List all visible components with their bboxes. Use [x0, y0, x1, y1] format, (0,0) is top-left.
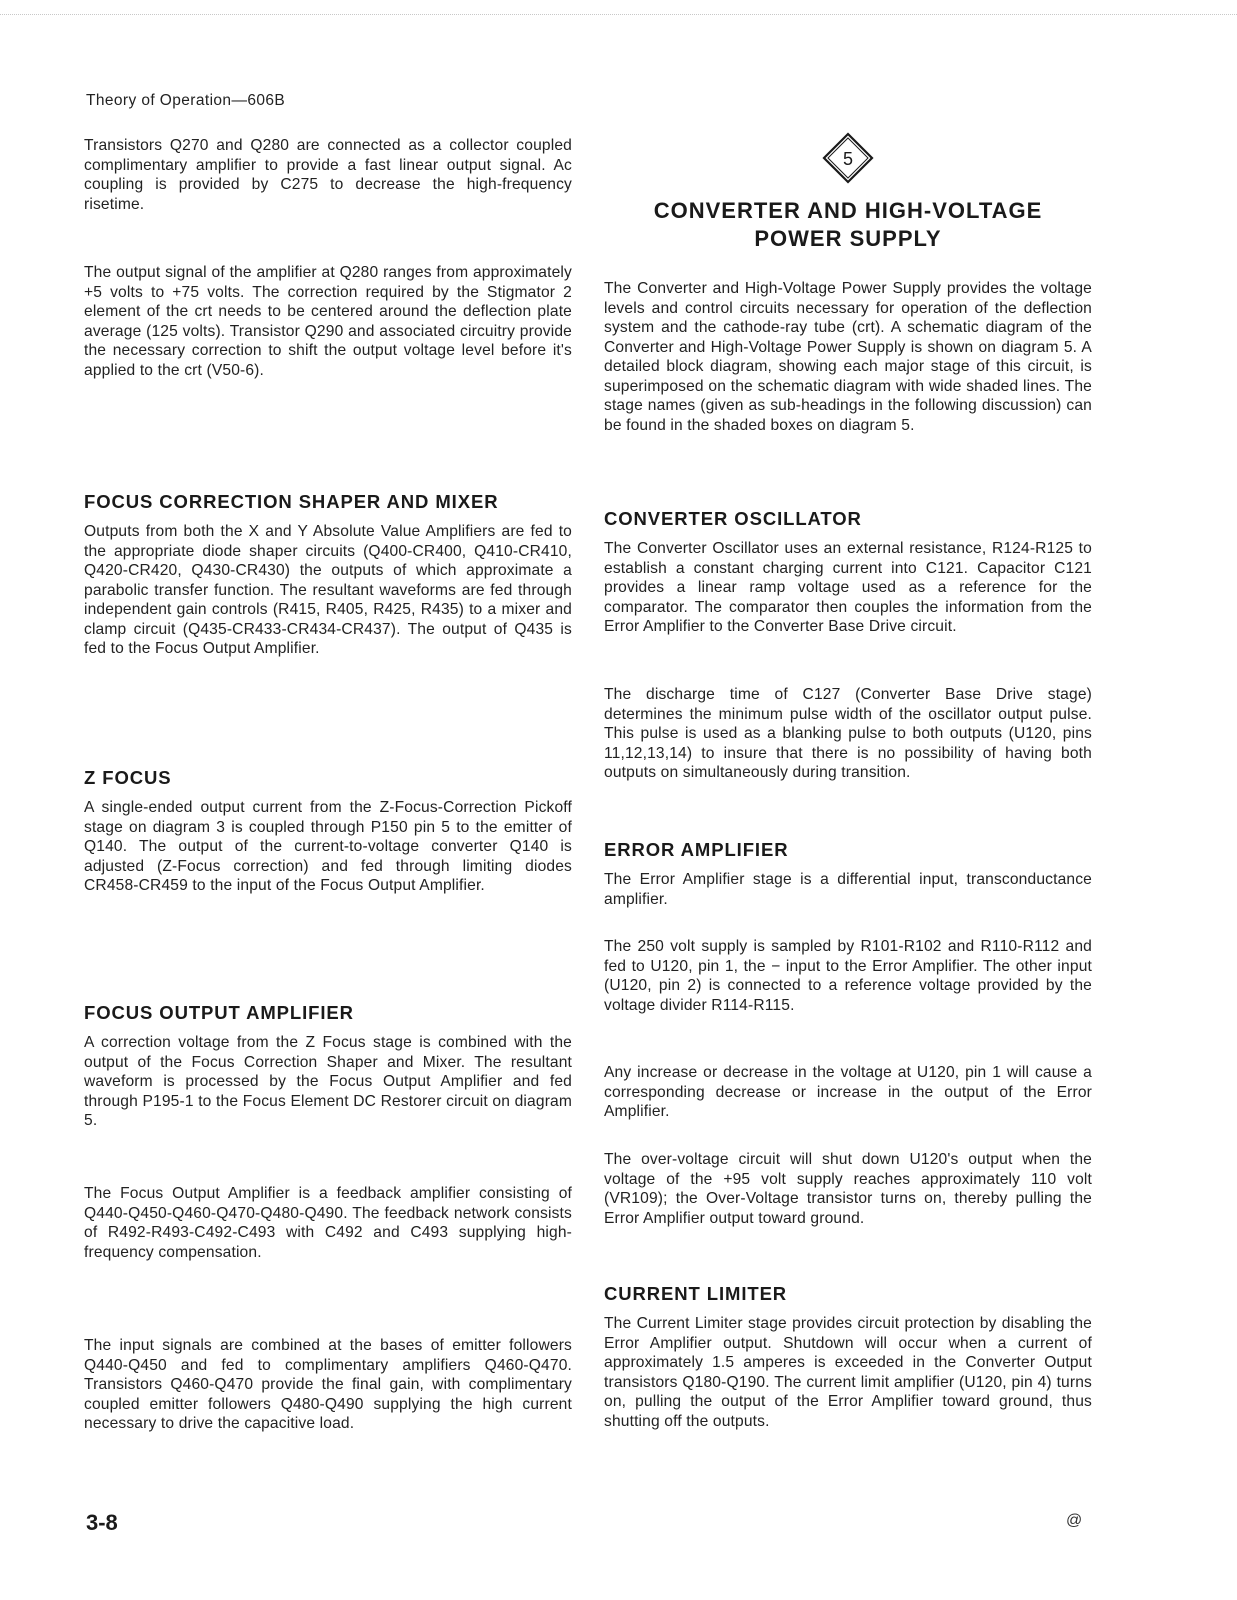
section-focus-output-amplifier	[84, 1002, 572, 1131]
running-head: Theory of Operation—606B	[86, 92, 286, 109]
paragraph-block	[604, 685, 1092, 783]
scan-edge-dotted-line	[0, 14, 1237, 15]
paragraph: The Converter and High-Voltage Power Supply provides the voltage levels and control circuits necessary for operation of the deflection system and the cathode-ray tube (crt). A schematic diagram of the Converter and High-Voltage Power Supply is shown on diagram 5. A detailed block diagram, showing each major stage of this circuit, is superimposed on the schematic diagram with wide shaded lines. The stage names (given as sub-headings in the following discussion) can be found in the shaded boxes on diagram 5.	[604, 280, 1092, 434]
paragraph: The input signals are combined at the bases of emitter followers Q440-Q450 and fed to complimentary amplifiers Q460-Q470. Transistors Q460-Q470 provide the final gain, with complimentary coupled emitter followers Q480-Q490 supplying the high current necessary to drive the capacitive load.	[84, 1337, 572, 1432]
section-heading: FOCUS OUTPUT AMPLIFIER	[84, 1002, 354, 1023]
section-error-amplifier	[604, 839, 1092, 909]
diagram-badge	[604, 128, 1092, 190]
title-line-1: CONVERTER AND HIGH-VOLTAGE	[653, 198, 1043, 223]
page-number: 3-8	[86, 1510, 118, 1535]
paragraph: The Current Limiter stage provides circuit protection by disabling the Error Amplifier output. Shutdown will occur when a current of approximately 1.5 amperes is exceeded in the Converter Output transistors Q180-Q190. The current limit amplifier (U120, pin 4) turns on, pulling the output of the Error Amplifier toward ground, thus shutting off the outputs.	[604, 1315, 1092, 1430]
section-heading: CONVERTER OSCILLATOR	[604, 508, 862, 529]
paragraph-block	[84, 1336, 572, 1434]
paragraph: Transistors Q270 and Q280 are connected as a collector coupled complimentary amplifier to provide a fast linear output signal. Ac coupling is provided by C275 to decrease the high-frequency risetime.	[84, 137, 572, 213]
section-heading: ERROR AMPLIFIER	[604, 839, 789, 860]
paragraph: The Converter Oscillator uses an external resistance, R124-R125 to establish a constant charging current into C121. Capacitor C121 provides a linear ramp voltage used as a reference for the comparator. The comparator then couples the information from the Error Amplifier to the Converter Base Drive circuit.	[604, 540, 1092, 635]
paragraph: The over-voltage circuit will shut down U120's output when the voltage of the +95 volt supply reaches approximately 110 volt (VR109); the Over-Voltage transistor turns on, thereby pulling the Error Amplifier output toward ground.	[604, 1151, 1092, 1227]
paragraph: A single-ended output current from the Z-Focus-Correction Pickoff stage on diagram 3 is coupled through P150 pin 5 to the emitter of Q140. The output of the current-to-voltage converter Q140 is adjusted (Z-Focus correction) and fed through limiting diodes CR458-CR459 to the input of the Focus Output Amplifier.	[84, 799, 572, 894]
chapter-title	[604, 197, 1092, 253]
section-heading: Z FOCUS	[84, 767, 172, 788]
copyright-mark: @	[1066, 1512, 1083, 1529]
section-heading: FOCUS CORRECTION SHAPER AND MIXER	[84, 491, 499, 512]
intro-paragraph	[604, 279, 1092, 435]
paragraph: The Focus Output Amplifier is a feedback amplifier consisting of Q440-Q450-Q460-Q470-Q480-Q490. The feedback network consists of R492-R493-C492-C493 with C492 and C493 supplying high-frequency compensation.	[84, 1185, 572, 1261]
section-converter-oscillator	[604, 508, 1092, 637]
section-heading: CURRENT LIMITER	[604, 1283, 788, 1304]
section-focus-correction	[84, 491, 572, 659]
title-line-2: POWER SUPPLY	[754, 226, 942, 251]
paragraph: Outputs from both the X and Y Absolute Value Amplifiers are fed to the appropriate diode shaper circuits (Q400-CR400, Q410-CR410, Q420-CR420, Q430-CR430) the outputs of which approximate a parabolic transfer function. The resultant waveforms are fed through independent gain controls (R415, R405, R425, R435) to a mixer and clamp circuit (Q435-CR433-CR434-CR437). The output of Q435 is fed to the Focus Output Amplifier.	[84, 523, 572, 657]
diagram-number: 5	[842, 149, 854, 169]
intro-paragraph	[84, 263, 572, 380]
paragraph-block	[604, 1063, 1092, 1122]
paragraph: The 250 volt supply is sampled by R101-R102 and R110-R112 and fed to U120, pin 1, the − input to the Error Amplifier. The other input (U120, pin 2) is connected to a reference voltage provided by the voltage divider R114-R115.	[604, 938, 1092, 1014]
paragraph: The output signal of the amplifier at Q280 ranges from approximately +5 volts to +75 volts. The correction required by the Stigmator 2 element of the crt needs to be centered around the deflection plate average (125 volts). Transistor Q290 and associated circuitry provide the necessary correction to shift the output voltage level before it's applied to the crt (V50-6).	[84, 264, 572, 379]
paragraph-block	[604, 937, 1092, 1015]
section-current-limiter	[604, 1283, 1092, 1431]
paragraph: The discharge time of C127 (Converter Base Drive stage) determines the minimum pulse width of the oscillator output pulse. This pulse is used as a blanking pulse to both outputs (U120, pins 11,12,13,14) to insure that there is no possibility of having both outputs on simultaneously during transition.	[604, 686, 1092, 781]
intro-paragraph	[84, 136, 572, 214]
diamond-icon	[604, 128, 1092, 190]
paragraph: A correction voltage from the Z Focus stage is combined with the output of the Focus Correction Shaper and Mixer. The resultant waveform is processed by the Focus Output Amplifier and fed through P195-1 to the Focus Element DC Restorer circuit on diagram 5.	[84, 1034, 572, 1129]
paragraph: The Error Amplifier stage is a differential input, transconductance amplifier.	[604, 871, 1092, 908]
paragraph-block	[604, 1150, 1092, 1228]
section-z-focus	[84, 767, 572, 896]
paragraph: Any increase or decrease in the voltage at U120, pin 1 will cause a corresponding decrease or increase in the output of the Error Amplifier.	[604, 1064, 1092, 1120]
paragraph-block	[84, 1184, 572, 1262]
